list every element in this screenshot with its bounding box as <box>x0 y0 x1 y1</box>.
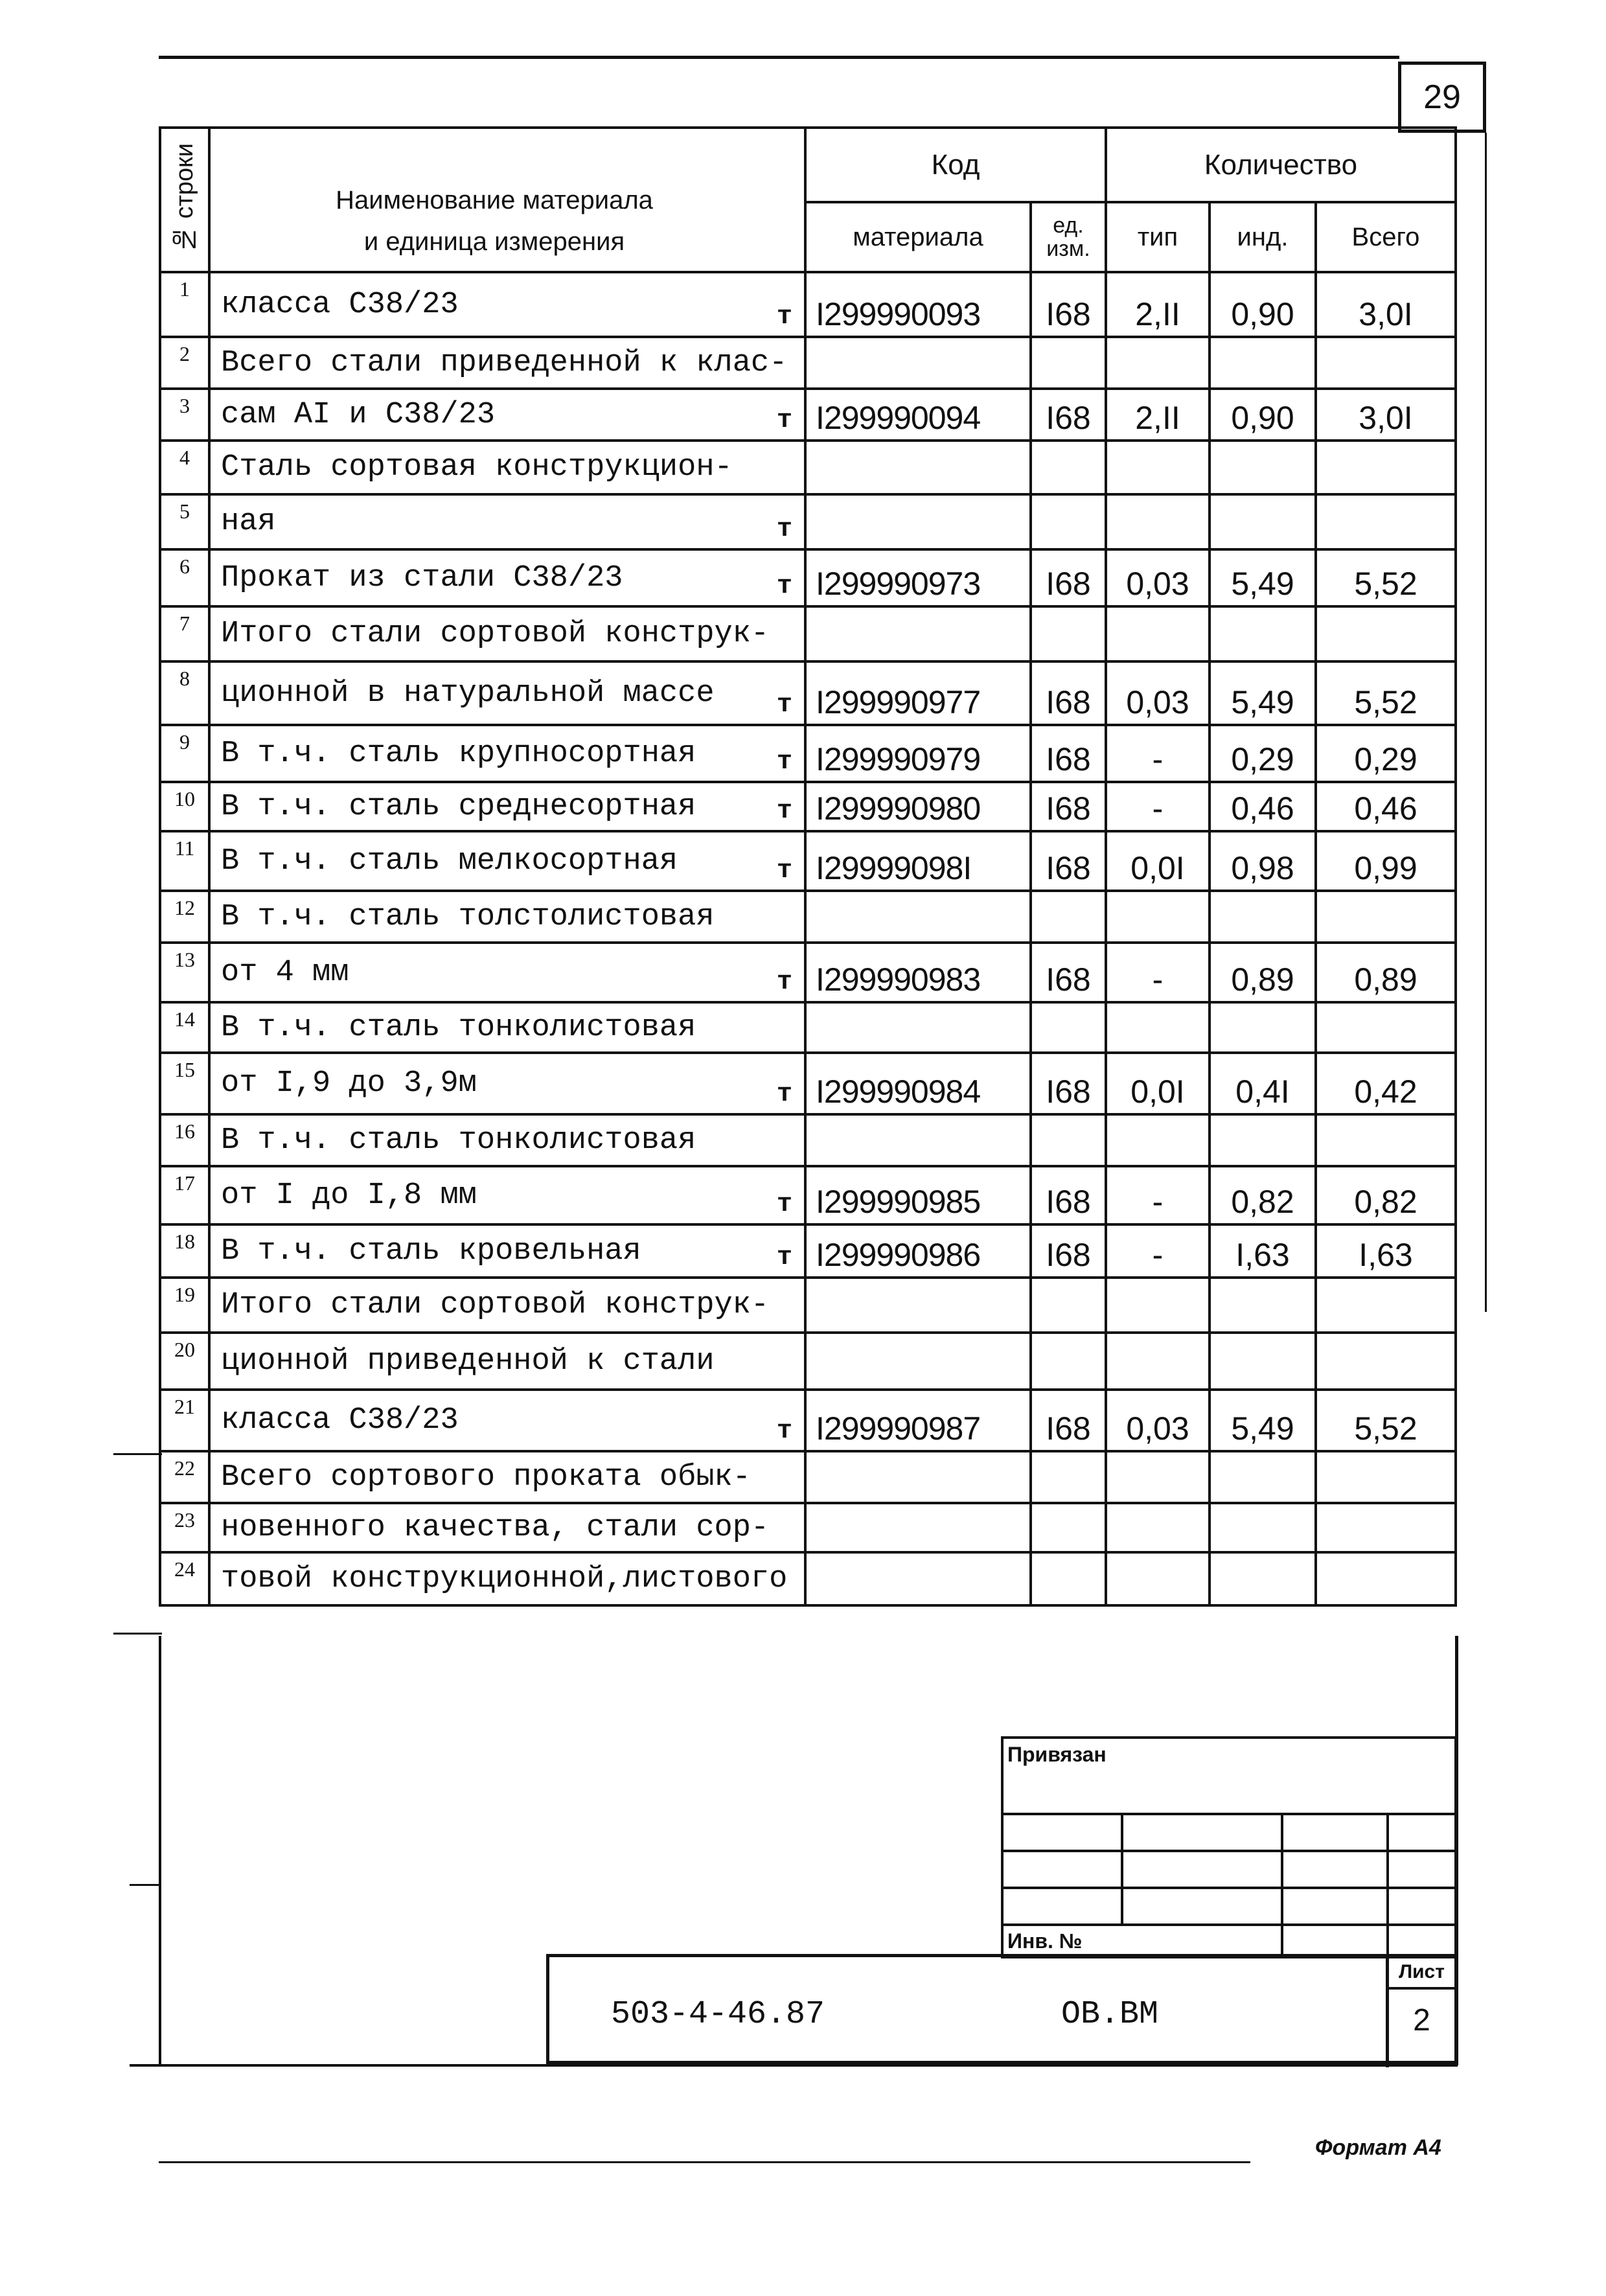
quantity-ind: 0,90 <box>1210 272 1316 337</box>
row-number: 1 <box>160 272 209 337</box>
quantity-type: - <box>1106 1166 1210 1224</box>
quantity-type <box>1106 1333 1210 1390</box>
material-name <box>209 441 805 494</box>
quantity-type: 0,03 <box>1106 1390 1210 1451</box>
row-number: 19 <box>160 1278 209 1333</box>
stamp-cell <box>1282 1925 1388 1957</box>
quantity-ind <box>1210 1552 1316 1605</box>
quantity-type: 0,03 <box>1106 661 1210 725</box>
page-number: 29 <box>1423 78 1461 116</box>
left-tick-2 <box>113 1633 162 1635</box>
inv-no-label: Инв. № <box>1007 1929 1083 1953</box>
unit-code: I68 <box>1031 1390 1106 1451</box>
material-code: I299990973 <box>805 549 1031 606</box>
inv-no-cell <box>1002 1925 1282 1957</box>
unit-marker: т <box>776 572 792 601</box>
quantity-total <box>1316 1114 1456 1166</box>
stamp-cell <box>1388 1925 1456 1957</box>
material-name <box>209 725 805 782</box>
row-number: 3 <box>160 389 209 441</box>
material-name <box>209 1053 805 1114</box>
quantity-ind <box>1210 1114 1316 1166</box>
unit-code: I68 <box>1031 1053 1106 1114</box>
row-number: 15 <box>160 1053 209 1114</box>
material-name-text: Всего стали приведенной к клас- <box>221 345 788 380</box>
quantity-ind <box>1210 1278 1316 1333</box>
stamp-cell <box>1388 1851 1456 1888</box>
top-rule <box>159 56 1399 59</box>
lower-left-frame <box>159 1636 161 2065</box>
unit-code: I68 <box>1031 782 1106 831</box>
material-name <box>209 1503 805 1552</box>
material-code: I299990979 <box>805 725 1031 782</box>
material-name <box>209 1333 805 1390</box>
quantity-total: 0,42 <box>1316 1053 1456 1114</box>
material-name-text: ционной приведенной к стали <box>221 1344 715 1379</box>
unit-code <box>1031 494 1106 549</box>
table-row <box>160 494 1456 549</box>
row-number: 9 <box>160 725 209 782</box>
quantity-type <box>1106 337 1210 389</box>
right-frame-line <box>1485 133 1487 1312</box>
row-number: 6 <box>160 549 209 606</box>
quantity-total: 0,99 <box>1316 831 1456 891</box>
quantity-ind <box>1210 1503 1316 1552</box>
material-name-text: Всего сортового проката обык- <box>221 1460 751 1495</box>
stamp-cell <box>1388 1888 1456 1925</box>
quantity-ind: I,63 <box>1210 1224 1316 1278</box>
quantity-ind: 5,49 <box>1210 549 1316 606</box>
material-name-text: В т.ч. сталь тонколистовая <box>221 1010 696 1045</box>
material-code: I299990986 <box>805 1224 1031 1278</box>
material-name-text: В т.ч. сталь мелкосортная <box>221 844 678 878</box>
table-row <box>160 891 1456 943</box>
quantity-type <box>1106 1503 1210 1552</box>
sheet-cell <box>1386 1957 1454 2067</box>
left-tick-3 <box>130 1884 161 1886</box>
material-code <box>805 606 1031 661</box>
material-code-header: материала <box>805 202 1031 272</box>
table-row <box>160 1166 1456 1224</box>
quantity-total <box>1316 606 1456 661</box>
quantity-type: 2,II <box>1106 272 1210 337</box>
quantity-type <box>1106 1002 1210 1053</box>
material-code <box>805 494 1031 549</box>
quantity-total: 0,82 <box>1316 1166 1456 1224</box>
material-name-text: Итого стали сортовой конструк- <box>221 617 770 651</box>
quantity-type: - <box>1106 782 1210 831</box>
row-number: 18 <box>160 1224 209 1278</box>
row-number-header-text: № строки <box>171 143 198 253</box>
quantity-ind: 0,46 <box>1210 782 1316 831</box>
material-name <box>209 1002 805 1053</box>
material-name <box>209 782 805 831</box>
row-number: 16 <box>160 1114 209 1166</box>
material-name <box>209 1114 805 1166</box>
attached-label: Привязан <box>1007 1743 1107 1766</box>
quantity-total <box>1316 1333 1456 1390</box>
quantity-total <box>1316 1503 1456 1552</box>
table-row <box>160 1224 1456 1278</box>
quantity-ind <box>1210 1002 1316 1053</box>
stamp-cell <box>1282 1814 1388 1851</box>
material-name <box>209 891 805 943</box>
material-code <box>805 1552 1031 1605</box>
ind-header: инд. <box>1210 202 1316 272</box>
unit-code: I68 <box>1031 1224 1106 1278</box>
quantity-ind <box>1210 1451 1316 1503</box>
code-header: Код <box>805 128 1106 202</box>
row-number: 2 <box>160 337 209 389</box>
material-code <box>805 1002 1031 1053</box>
material-code: I299990983 <box>805 943 1031 1002</box>
material-name-header <box>209 128 805 272</box>
material-name <box>209 494 805 549</box>
quantity-total <box>1316 1552 1456 1605</box>
material-code <box>805 1333 1031 1390</box>
quantity-type: 2,II <box>1106 389 1210 441</box>
material-name-text: ционной в натуральной массе <box>221 676 715 711</box>
document-code: 503-4-46.87 <box>611 1996 825 2033</box>
table-row <box>160 389 1456 441</box>
unit-code <box>1031 337 1106 389</box>
material-name <box>209 943 805 1002</box>
material-name-text: новенного качества, стали сор- <box>221 1510 770 1545</box>
quantity-total: 0,46 <box>1316 782 1456 831</box>
material-name <box>209 1552 805 1605</box>
material-name-text: В т.ч. сталь тонколистовая <box>221 1123 696 1158</box>
material-name-text: В т.ч. сталь крупносортная <box>221 736 696 771</box>
unit-marker: т <box>776 303 792 332</box>
quantity-type <box>1106 891 1210 943</box>
quantity-type: 0,0I <box>1106 1053 1210 1114</box>
sheet-label: Лист <box>1389 1957 1454 1990</box>
unit-marker: т <box>776 515 792 544</box>
stamp-cell <box>1002 1851 1122 1888</box>
quantity-total: 5,52 <box>1316 1390 1456 1451</box>
material-code <box>805 1451 1031 1503</box>
material-name-text: товой конструкционной,листового <box>221 1561 788 1596</box>
table-row <box>160 441 1456 494</box>
quantity-type: 0,03 <box>1106 549 1210 606</box>
material-name-text: класса С38/23 <box>221 287 459 322</box>
material-name-text: ная <box>221 505 276 539</box>
stamp-cell <box>1002 1814 1122 1851</box>
row-number: 17 <box>160 1166 209 1224</box>
quantity-total <box>1316 891 1456 943</box>
material-name-text: Прокат из стали С38/23 <box>221 560 623 595</box>
table-row <box>160 1278 1456 1333</box>
unit-marker: т <box>776 406 792 435</box>
material-name-text: Итого стали сортовой конструк- <box>221 1288 770 1322</box>
material-name <box>209 272 805 337</box>
quantity-ind <box>1210 606 1316 661</box>
table-row <box>160 1390 1456 1451</box>
row-number: 22 <box>160 1451 209 1503</box>
quantity-ind <box>1210 494 1316 549</box>
quantity-ind: 0,29 <box>1210 725 1316 782</box>
table-row <box>160 549 1456 606</box>
material-name-text: В т.ч. сталь кровельная <box>221 1234 641 1269</box>
quantity-type <box>1106 606 1210 661</box>
table-row <box>160 606 1456 661</box>
table-row <box>160 1114 1456 1166</box>
material-name <box>209 1166 805 1224</box>
unit-header: ед. изм. <box>1031 202 1106 272</box>
material-name <box>209 1390 805 1451</box>
quantity-total: 3,0I <box>1316 389 1456 441</box>
material-name <box>209 661 805 725</box>
quantity-total: 5,52 <box>1316 549 1456 606</box>
quantity-total: I,63 <box>1316 1224 1456 1278</box>
unit-code: I68 <box>1031 831 1106 891</box>
quantity-type <box>1106 1278 1210 1333</box>
row-number: 4 <box>160 441 209 494</box>
row-number: 21 <box>160 1390 209 1451</box>
unit-marker: т <box>776 691 792 720</box>
quantity-total: 5,52 <box>1316 661 1456 725</box>
stamp-cell <box>1122 1814 1282 1851</box>
row-number: 14 <box>160 1002 209 1053</box>
quantity-ind: 0,82 <box>1210 1166 1316 1224</box>
unit-code <box>1031 1552 1106 1605</box>
total-header: Всего <box>1316 202 1456 272</box>
attached-cell <box>1002 1738 1456 1814</box>
unit-code <box>1031 606 1106 661</box>
quantity-ind <box>1210 891 1316 943</box>
stamp-cell <box>1122 1851 1282 1888</box>
unit-marker: т <box>776 748 792 777</box>
row-number: 7 <box>160 606 209 661</box>
material-code: I299990094 <box>805 389 1031 441</box>
stamp-cell <box>1388 1814 1456 1851</box>
material-code <box>805 1278 1031 1333</box>
format-label: Формат А4 <box>1315 2135 1441 2160</box>
table-row <box>160 337 1456 389</box>
material-code: I299990980 <box>805 782 1031 831</box>
row-number: 11 <box>160 831 209 891</box>
quantity-type: - <box>1106 725 1210 782</box>
material-code <box>805 337 1031 389</box>
material-name-header-text: Наименование материала и единица измерения <box>336 185 653 256</box>
quantity-ind: 0,90 <box>1210 389 1316 441</box>
quantity-ind <box>1210 1333 1316 1390</box>
table-row <box>160 782 1456 831</box>
material-code <box>805 891 1031 943</box>
table-row <box>160 831 1456 891</box>
material-code <box>805 1503 1031 1552</box>
quantity-total <box>1316 1451 1456 1503</box>
quantity-type <box>1106 1552 1210 1605</box>
material-name <box>209 606 805 661</box>
unit-code: I68 <box>1031 725 1106 782</box>
unit-code: I68 <box>1031 272 1106 337</box>
table-row <box>160 272 1456 337</box>
table-row <box>160 1552 1456 1605</box>
quantity-total <box>1316 1278 1456 1333</box>
material-name-text: от I до I,8 мм <box>221 1178 477 1213</box>
material-name-text: от 4 мм <box>221 955 349 990</box>
unit-code: I68 <box>1031 661 1106 725</box>
material-name-text: В т.ч. сталь толстолистовая <box>221 899 715 934</box>
quantity-type <box>1106 1451 1210 1503</box>
material-code: I299990987 <box>805 1390 1031 1451</box>
row-number: 13 <box>160 943 209 1002</box>
table-row <box>160 943 1456 1002</box>
unit-code: I68 <box>1031 389 1106 441</box>
page-number-box <box>1398 62 1486 133</box>
quantity-total <box>1316 1002 1456 1053</box>
quantity-type <box>1106 441 1210 494</box>
table-row <box>160 725 1456 782</box>
table-row <box>160 661 1456 725</box>
material-name <box>209 337 805 389</box>
stamp-cell <box>1282 1851 1388 1888</box>
quantity-ind <box>1210 441 1316 494</box>
material-name <box>209 389 805 441</box>
row-number: 5 <box>160 494 209 549</box>
row-number: 20 <box>160 1333 209 1390</box>
unit-code <box>1031 1503 1106 1552</box>
unit-marker: т <box>776 968 792 997</box>
material-code: I29999098I <box>805 831 1031 891</box>
row-number: 12 <box>160 891 209 943</box>
quantity-type <box>1106 494 1210 549</box>
quantity-total: 3,0I <box>1316 272 1456 337</box>
table-row <box>160 1451 1456 1503</box>
unit-code <box>1031 1333 1106 1390</box>
quantity-total <box>1316 441 1456 494</box>
unit-marker: т <box>776 1190 792 1219</box>
material-code: I299990984 <box>805 1053 1031 1114</box>
row-number: 24 <box>160 1552 209 1605</box>
unit-code <box>1031 1002 1106 1053</box>
stamp-cell <box>1002 1888 1122 1925</box>
unit-marker: т <box>776 1243 792 1272</box>
unit-marker: т <box>776 856 792 886</box>
document-mark: ОВ.ВМ <box>1061 1996 1159 2033</box>
quantity-ind: 0,4I <box>1210 1053 1316 1114</box>
unit-marker: т <box>776 1080 792 1109</box>
quantity-ind: 5,49 <box>1210 661 1316 725</box>
bottom-rule <box>130 2064 1458 2067</box>
material-code <box>805 1114 1031 1166</box>
left-tick-1 <box>113 1453 162 1455</box>
unit-code: I68 <box>1031 1166 1106 1224</box>
quantity-ind: 0,98 <box>1210 831 1316 891</box>
unit-code <box>1031 891 1106 943</box>
footer-rule <box>159 2161 1250 2163</box>
unit-code: I68 <box>1031 943 1106 1002</box>
unit-marker: т <box>776 1417 792 1446</box>
type-header: тип <box>1106 202 1210 272</box>
material-name <box>209 1451 805 1503</box>
row-number: 10 <box>160 782 209 831</box>
material-code: I299990977 <box>805 661 1031 725</box>
material-name <box>209 1278 805 1333</box>
quantity-header: Количество <box>1106 128 1456 202</box>
unit-code <box>1031 441 1106 494</box>
unit-code <box>1031 1278 1106 1333</box>
table-row <box>160 1333 1456 1390</box>
quantity-type: - <box>1106 1224 1210 1278</box>
unit-code: I68 <box>1031 549 1106 606</box>
quantity-type: 0,0I <box>1106 831 1210 891</box>
table-row <box>160 1002 1456 1053</box>
quantity-ind: 0,89 <box>1210 943 1316 1002</box>
title-block <box>546 1954 1458 2064</box>
quantity-total: 0,29 <box>1316 725 1456 782</box>
material-name-text: Сталь сортовая конструкцион- <box>221 450 733 485</box>
quantity-ind <box>1210 337 1316 389</box>
material-spec-table <box>159 126 1457 1607</box>
material-name <box>209 549 805 606</box>
material-code: I299990093 <box>805 272 1031 337</box>
table-row <box>160 1503 1456 1552</box>
sheet-number: 2 <box>1413 2003 1430 2038</box>
row-number: 23 <box>160 1503 209 1552</box>
unit-code <box>1031 1114 1106 1166</box>
material-name <box>209 831 805 891</box>
stamp-cell <box>1122 1888 1282 1925</box>
quantity-ind: 5,49 <box>1210 1390 1316 1451</box>
material-name <box>209 1224 805 1278</box>
material-code <box>805 441 1031 494</box>
table-row <box>160 1053 1456 1114</box>
unit-marker: т <box>776 797 792 826</box>
quantity-total <box>1316 337 1456 389</box>
material-code: I299990985 <box>805 1166 1031 1224</box>
material-name-text: сам АI и С38/23 <box>221 397 496 432</box>
quantity-type <box>1106 1114 1210 1166</box>
row-number-header <box>160 128 209 272</box>
material-name-text: В т.ч. сталь среднесортная <box>221 789 696 824</box>
approval-stamp <box>1001 1736 1457 1958</box>
quantity-total <box>1316 494 1456 549</box>
stamp-cell <box>1282 1888 1388 1925</box>
unit-code <box>1031 1451 1106 1503</box>
quantity-type: - <box>1106 943 1210 1002</box>
material-name-text: от I,9 до 3,9м <box>221 1066 477 1101</box>
quantity-total: 0,89 <box>1316 943 1456 1002</box>
material-name-text: класса С38/23 <box>221 1403 459 1438</box>
row-number: 8 <box>160 661 209 725</box>
